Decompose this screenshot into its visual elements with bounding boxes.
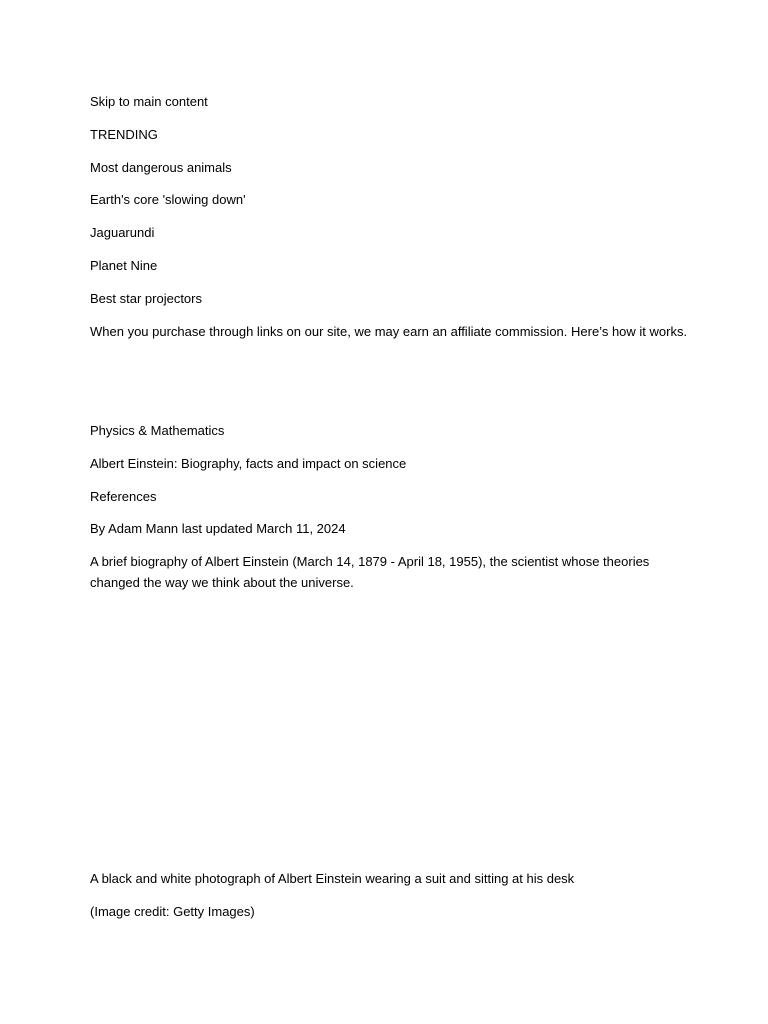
trending-item-planet-nine[interactable]: Planet Nine [90,258,158,273]
references-link[interactable]: References [90,489,157,504]
article-summary: A brief biography of Albert Einstein (March 14, 1879 - April 18, 1955), the scientist whose theories changed the way we think about the universe. [90,554,650,590]
trending-label: TRENDING [90,127,158,142]
trending-item-star-projectors[interactable]: Best star projectors [90,291,202,306]
article-title: Albert Einstein: Biography, facts and impact on science [90,456,407,471]
image-credit: (Image credit: Getty Images) [90,904,255,919]
trending-item-jaguarundi[interactable]: Jaguarundi [90,225,155,240]
affiliate-notice: When you purchase through links on our site, we may earn an affiliate commission. Here’s how it works. [90,324,688,339]
image-caption: A black and white photograph of Albert Einstein wearing a suit and sitting at his desk [90,871,575,886]
article-category-link[interactable]: Physics & Mathematics [90,423,225,438]
trending-item-earths-core[interactable]: Earth's core 'slowing down' [90,192,246,207]
skip-to-content-link[interactable]: Skip to main content [90,94,208,109]
article-byline: By Adam Mann last updated March 11, 2024 [90,521,346,536]
trending-item-dangerous-animals[interactable]: Most dangerous animals [90,160,232,175]
